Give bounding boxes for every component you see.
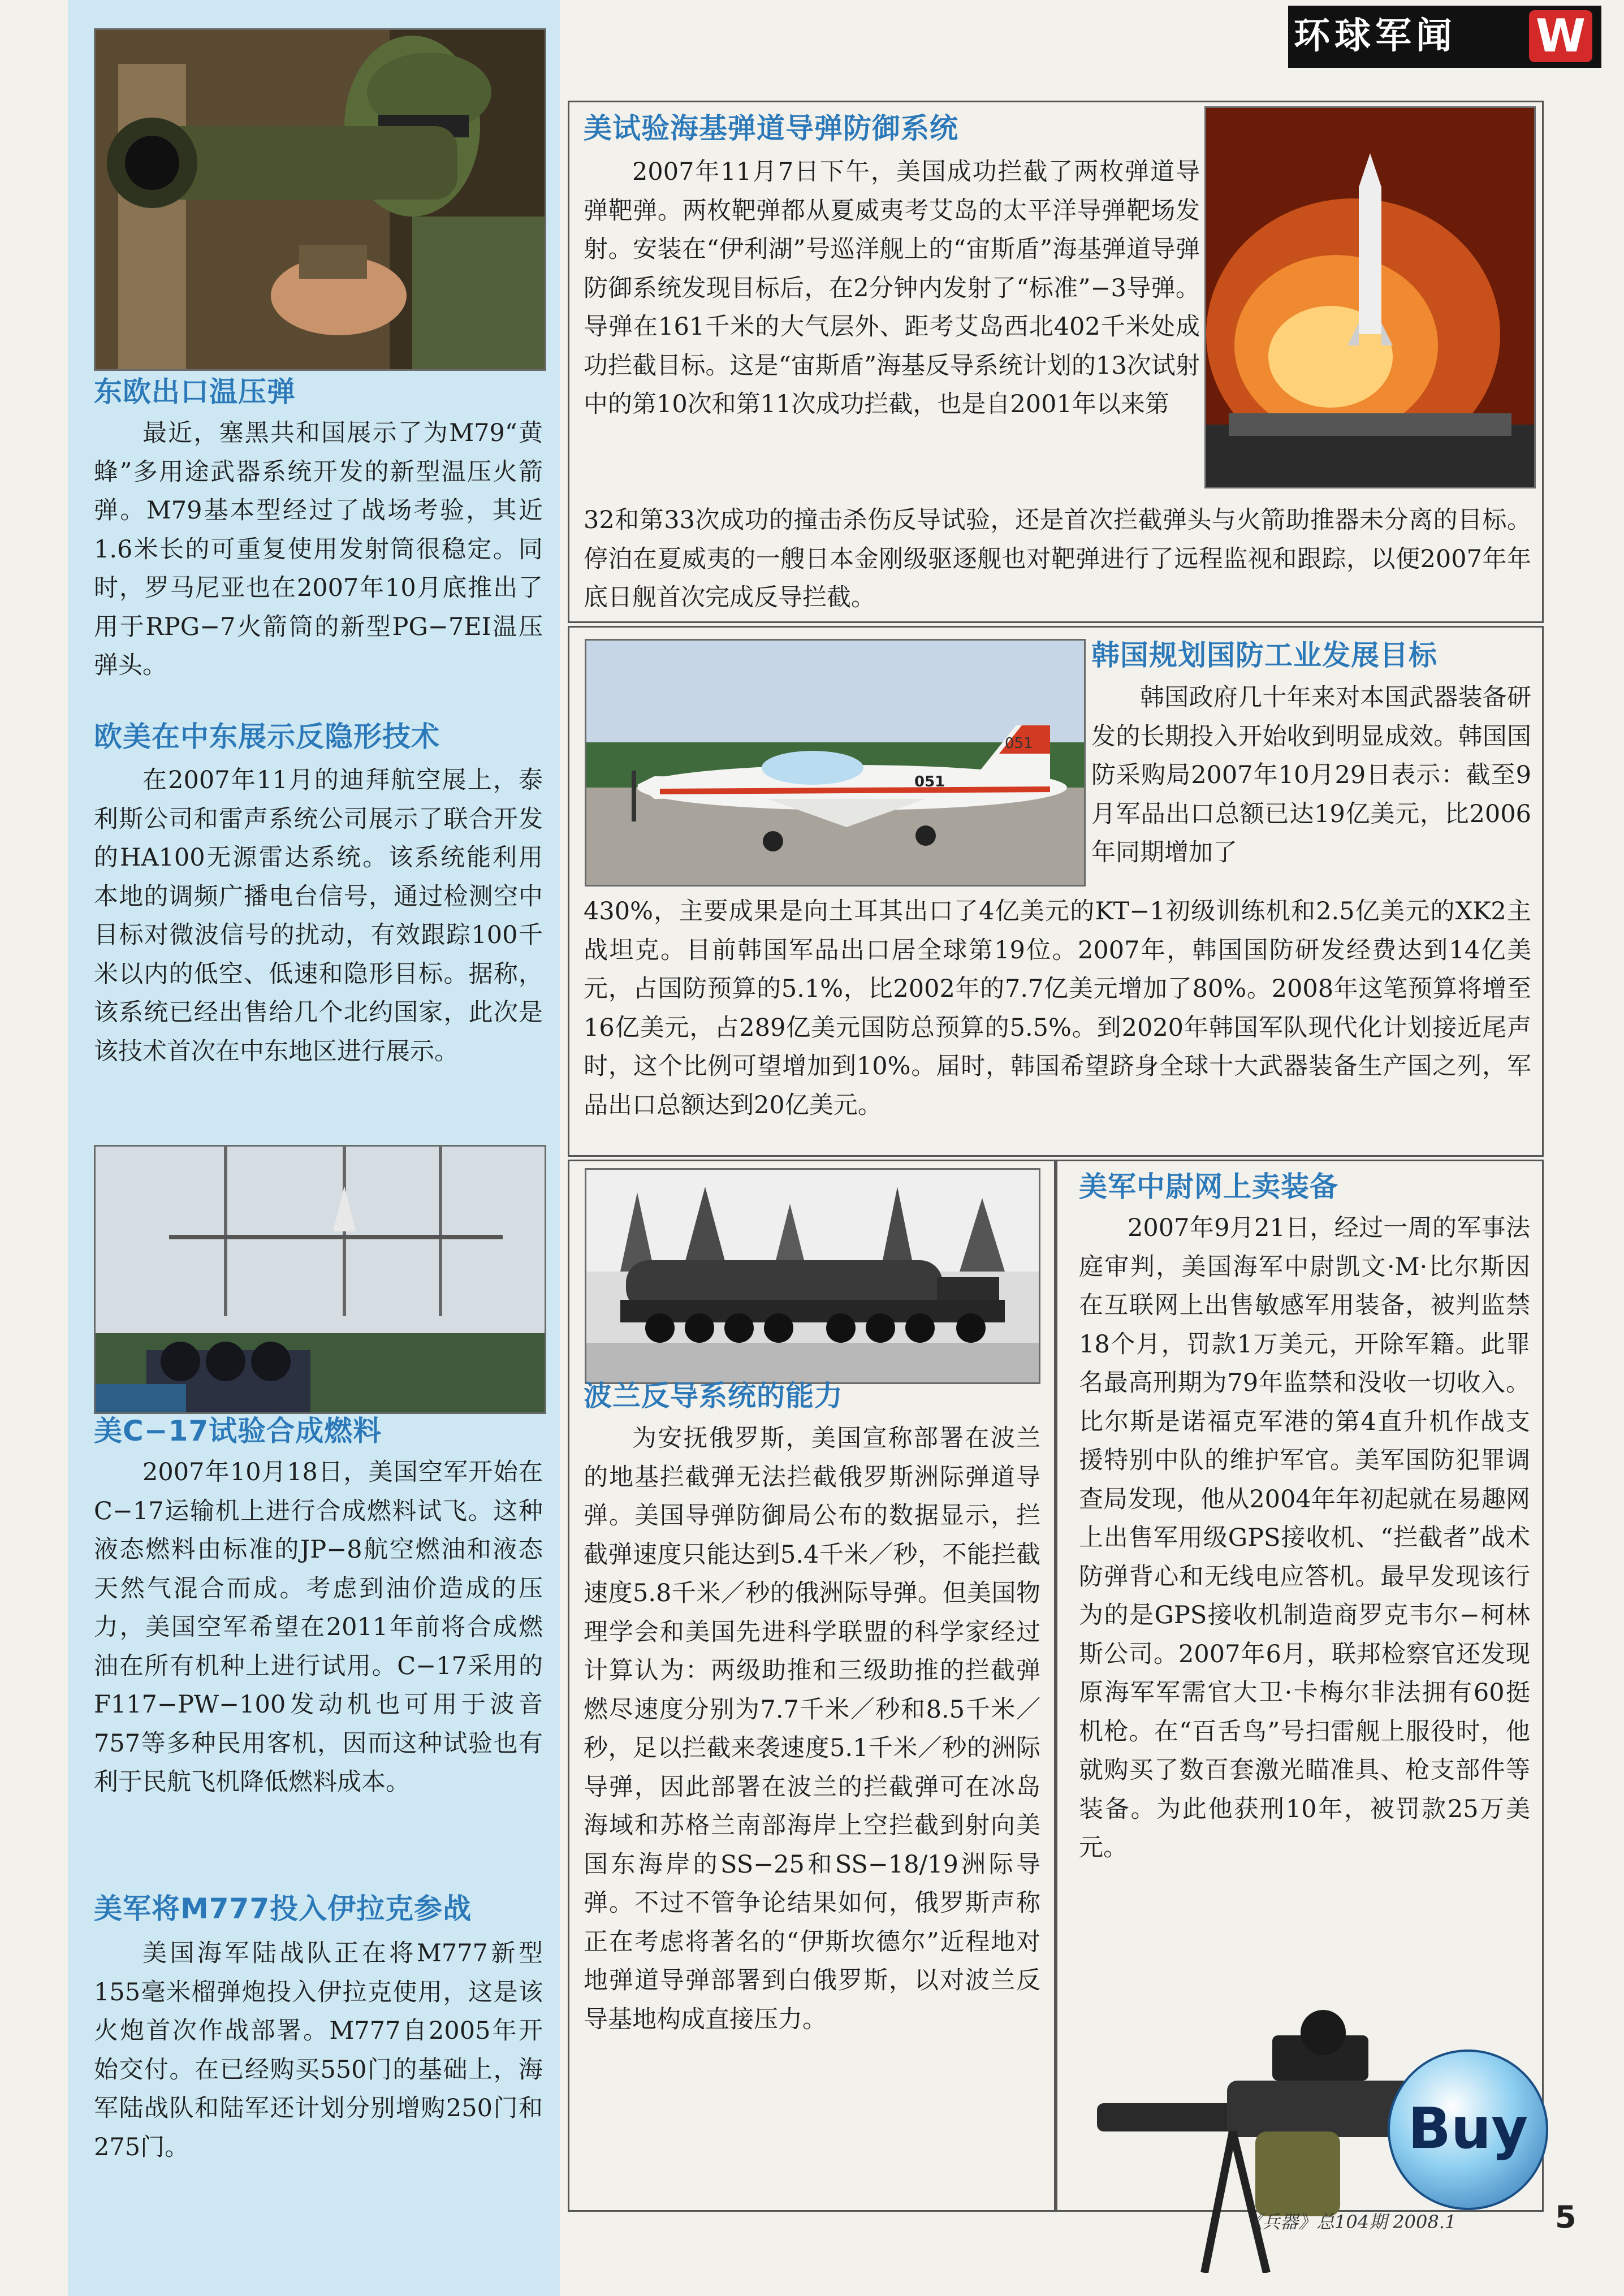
icbm-launcher-photo xyxy=(585,1168,1040,1384)
article-m777-body: 美国海军陆战队正在将M777新型155毫米榴弹炮投入伊拉克使用，这是该火炮首次作战部署。M777自2005年开始交付。在已经购买550门的基础上，海军陆战队和陆军还计划分别增购250门和275门。 xyxy=(94,1939,543,2161)
article-aegis-body-part1: 2007年11月7日下午，美国成功拦截了两枚弹道导弹靶弹。两枚靶弹都从夏威夷考艾岛的太平洋导弹靶场发射。安装在“伊利湖”号巡洋舰上的“宙斯盾”海基弹道导弹防御系统发现目标后，在2分钟内发射了“标准”−3导弹。导弹在161千米的大气层外、距考艾岛西北402千米处成功拦截目标。这是“宙斯盾”海基反导系统计划的13次试射中的第10次和第11次成功拦截，也是自2001年以来第 xyxy=(584,158,1200,418)
article-anti-stealth-body: 在2007年11月的迪拜航空展上，泰利斯公司和雷声系统公司展示了联合开发的HA100无源雷达系统。该系统能利用本地的调频广播电台信号，通过检测空中目标对微波信号的扰动，有效跟踪100千米以内的低空、低速和隐形目标。据称，该系统已经出售给几个北约国家，此次是该技术首次在中东地区进行展示。 xyxy=(94,766,543,1066)
article-korea-title: 韩国规划国防工业发展目标 xyxy=(1091,639,1437,672)
article-m777-title: 美军将M777投入伊拉克参战 xyxy=(94,1892,472,1925)
section-letter-badge: W xyxy=(1529,10,1592,62)
article-aegis-body-part2: 32和第33次成功的撞击杀伤反导试验，还是首次拦截弹头与火箭助推器未分离的目标。停泊在夏威夷的一艘日本金刚级驱逐舰也对靶弹进行了远程监视和跟踪，以便2007年年底日舰首次完成反导拦截。 xyxy=(584,506,1531,612)
article-aegis-title: 美试验海基弹道导弹防御系统 xyxy=(584,112,958,145)
aircraft-body-code: 051 xyxy=(914,773,945,790)
article-anti-stealth-title: 欧美在中东展示反隐形技术 xyxy=(94,720,440,753)
article-korea-body-part2: 430%，主要成果是向土耳其出口了4亿美元的KT−1初级训练机和2.5亿美元的XK2主战坦克。目前韩国军品出口居全球第19位。2007年，韩国国防研发经费达到14亿美元，占国防预算的5.1%，比2002年的7.7亿美元增加了80%。2008年这笔预算将增至16亿美元，占289亿美元国防总预算的5.5%。到2020年韩国军队现代化计划接近尾声时，这个比例可望增加到10%。届时，韩国希望跻身全球十大武器装备生产国之列，军品出口总额达到20亿美元。 xyxy=(584,897,1531,1119)
buy-badge-text: Buy xyxy=(1407,2095,1528,2161)
article-lieutenant-body: 2007年9月21日，经过一周的军事法庭审判，美国海军中尉凯文·M·比尔斯因在互联网上出售敏感军用装备，被判监禁18个月，罚款1万美元，开除军籍。此罪名最高刑期为79年监禁和没收一切收入。比尔斯是诺福克军港的第4直升机作战支援特别中队的维护军官。美军国防犯罪调查局发现，他从2004年年初起就在易趣网上出售军用级GPS接收机、“拦截者”战术防弹背心和无线电应答机。最早发现该行为的是GPS接收机制造商罗克韦尔−柯林斯公司。2007年6月，联邦检察官还发现原海军军需官大卫·卡梅尔非法拥有60挺机枪。在“百舌鸟”号扫雷舰上服役时，他就购买了数百套激光瞄准具、枪支部件等装备。为此他获刑10年，被罚款25万美元。 xyxy=(1079,1214,1530,1862)
article-eastern-europe-title: 东欧出口温压弹 xyxy=(94,375,296,408)
missile-launch-photo xyxy=(1204,106,1536,488)
article-c17-title: 美C−17试验合成燃料 xyxy=(94,1415,382,1447)
article-poland-body: 为安抚俄罗斯，美国宣称部署在波兰的地基拦截弹无法拦截俄罗斯洲际弹道导弹。美国导弹防御局公布的数据显示，拦截弹速度只能达到5.4千米／秒，不能拦截速度5.8千米／秒的俄洲际导弹。但美国物理学会和美国先进科学联盟的科学家经过计算认为：两级助推和三级助推的拦截弹燃尽速度分别为7.7千米／秒和8.5千米／秒，足以拦截来袭速度5.1千米／秒的洲际导弹，因此部署在波兰的拦截弹可在冰岛海域和苏格兰南部海岸上空拦截到射向美国东海岸的SS−25和SS−18/19洲际导弹。不过不管争论结果如何，俄罗斯声称正在考虑将著名的“伊斯坎德尔”近程地对地弹道导弹部署到白俄罗斯，以对波兰反导基地构成直接压力。 xyxy=(584,1424,1040,2034)
article-lieutenant-title: 美军中尉网上卖装备 xyxy=(1079,1170,1338,1203)
aircraft-tail-number: 051 xyxy=(1005,735,1033,752)
soldier-launcher-photo xyxy=(94,28,546,371)
page-number: 5 xyxy=(1555,2199,1577,2235)
issue-footer: 《兵器》总104期 2008.1 xyxy=(1244,2211,1457,2233)
buy-badge xyxy=(1388,2049,1548,2210)
kt1-trainer-aircraft-photo xyxy=(585,639,1086,887)
radar-antenna-photo xyxy=(94,1145,546,1414)
article-eastern-europe-body: 最近，塞黑共和国展示了为M79“黄蜂”多用途武器系统开发的新型温压火箭弹。M79基本型经过了战场考验，其近1.6米长的可重复使用发射筒很稳定。同时，罗马尼亚也在2007年10月底推出了用于RPG−7火箭筒的新型PG−7EI温压弹头。 xyxy=(94,419,543,680)
section-title: 环球军闻 xyxy=(1294,15,1457,57)
article-c17-body: 2007年10月18日，美国空军开始在C−17运输机上进行合成燃料试飞。这种液态燃料由标准的JP−8航空燃油和液态天然气混合而成。考虑到油价造成的压力，美国空军希望在2011年前将合成燃油在所有机种上进行试用。C−17采用的F117−PW−100发动机也可用于波音757等多种民用客机，因而这种试验也有利于民航飞机降低燃料成本。 xyxy=(94,1458,543,1796)
article-poland-title: 波兰反导系统的能力 xyxy=(584,1380,843,1412)
article-korea-body-part1: 韩国政府几十年来对本国武器装备研发的长期投入开始收到明显成效。韩国国防采购局2007年10月29日表示：截至9月军品出口总额已达19亿美元，比2006年同期增加了 xyxy=(1091,684,1531,867)
section-header xyxy=(1288,6,1601,68)
